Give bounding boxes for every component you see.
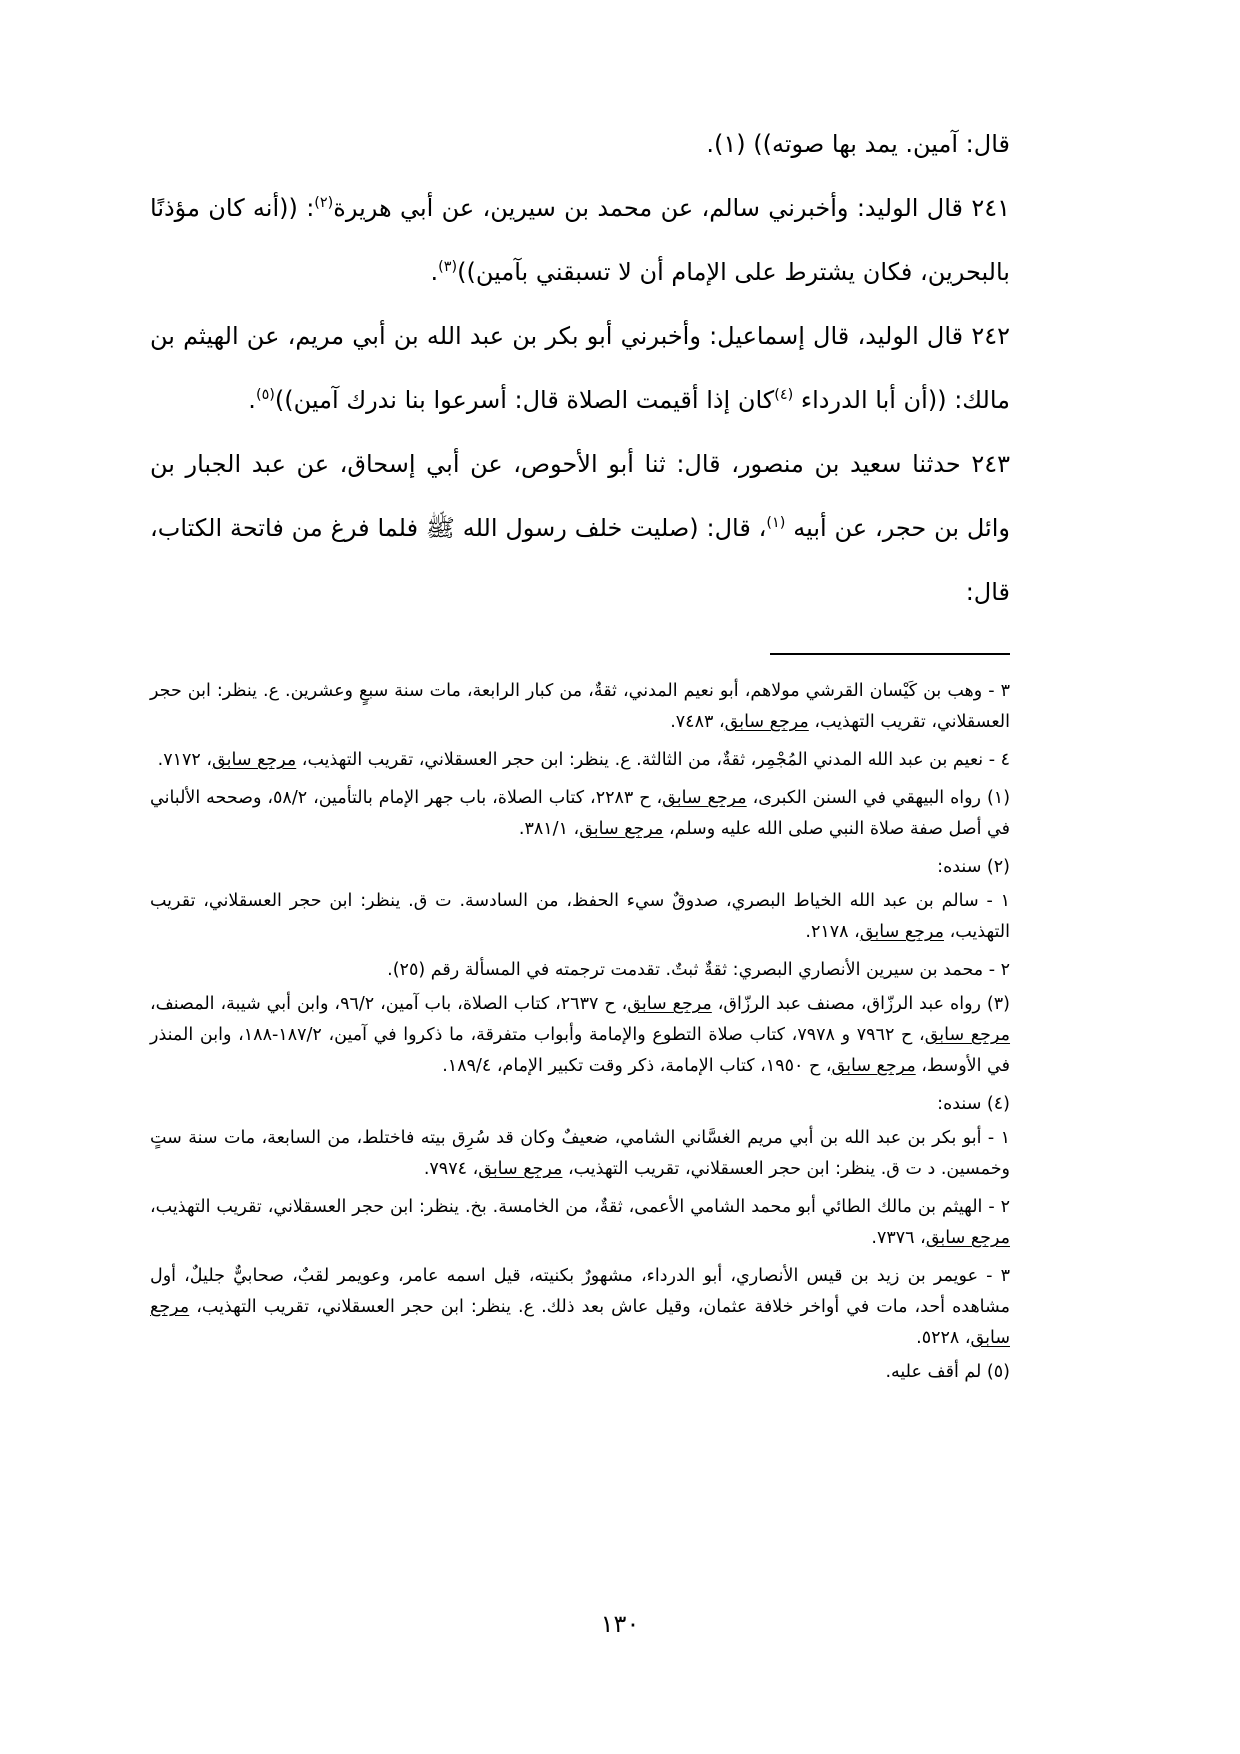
- reference-link: مرجع سابق: [627, 994, 712, 1014]
- reference-link: مرجع سابق: [478, 1159, 563, 1179]
- footnote-1: (١) رواه البيهقي في السنن الكبرى، مرجع سابق، ح ٢٢٨٣، كتاب الصلاة، باب جهر الإمام بالتأمين، ٥٨/٢، وصححه الألباني في أصل صفة صلاة النبي صلى الله عليه وسلم، مرجع سابق، ٣٨١/١.: [150, 788, 1011, 839]
- reference-link: مرجع سابق: [924, 1025, 1011, 1045]
- reference-link: مرجع سابق: [662, 788, 747, 808]
- footnote-marker: (٥): [255, 387, 275, 403]
- footnote-2-heading: (٢) سنده:: [937, 857, 1010, 877]
- footnote-4-item-3: ٣ - عويمر بن زيد بن قيس الأنصاري، أبو الدرداء، مشهورٌ بكنيته، قيل اسمه عامر، وعويمر لقبٌ، صحابيٌّ جليلٌ، أول مشاهده أحد، مات في أواخر خلافة عثمان، وقيل عاش بعد ذلك. ع. ينظر: ابن حجر العسقلاني، تقريب التهذيب، مرجع سابق، ٥٢٢٨.: [150, 1266, 1010, 1348]
- reference-link: مرجع سابق: [724, 712, 809, 732]
- footnote-2-item-1: ١ - سالم بن عبد الله الخياط البصري، صدوقٌ سيء الحفظ، من السادسة. ت ق. ينظر: ابن حجر العسقلاني، تقريب التهذيب، مرجع سابق، ٢١٧٨.: [150, 891, 1010, 942]
- hadith-242: ٢٤٢ قال الوليد، قال إسماعيل: وأخبرني أبو بكر بن عبد الله بن أبي مريم، عن الهيثم بن مالك: ((أن أبا الدرداء $^{(٤)}$كان إذا أقيمت الصلاة قال: أسرعوا بنا ندرك آمين))$^{(٥)}$.: [150, 322, 1010, 414]
- footnote-5: (٥) لم أقف عليه.: [885, 1362, 1010, 1382]
- footnote-marker: (١): [766, 515, 786, 531]
- reference-link: مرجع سابق: [859, 922, 944, 942]
- footnote-4-item-1: ١ - أبو بكر بن عبد الله بن أبي مريم الغسَّاني الشامي، ضعيفٌ وكان قد سُرِق بيته فاختلط، من السابعة، مات سنة ستٍ وخمسين. د ت ق. ينظر: ابن حجر العسقلاني، تقريب التهذيب، مرجع سابق، ٧٩٧٤.: [150, 1128, 1010, 1179]
- footnote-4-item-2: ٢ - الهيثم بن مالك الطائي أبو محمد الشامي الأعمى، ثقةٌ، من الخامسة. بخ. ينظر: ابن حجر العسقلاني، تقريب التهذيب، مرجع سابق، ٧٣٧٦.: [150, 1197, 1010, 1248]
- footnote-2-item-2: ٢ - محمد بن سيرين الأنصاري البصري: ثقةٌ ثبتٌ. تقدمت ترجمته في المسألة رقم (٢٥).: [387, 960, 1010, 980]
- footnote-nuaym: ٤ - نعيم بن عبد الله المدني المُجْمِر، ثقةٌ، من الثالثة. ع. ينظر: ابن حجر العسقلاني، تقريب التهذيب، مرجع سابق، ٧١٧٢.: [157, 750, 1010, 770]
- reference-link: مرجع سابق: [831, 1056, 916, 1076]
- footnote-marker: (٢): [314, 195, 334, 211]
- main-text: [150, 112, 1010, 624]
- page-number: ١٣٠: [600, 1610, 640, 1638]
- reference-link: مرجع سابق: [150, 1297, 1010, 1348]
- reference-link: مرجع سابق: [579, 819, 664, 839]
- main-line-1: قال: آمين. يمد بها صوته)) (١).: [706, 130, 1010, 158]
- footnote-wahb: ٣ - وهب بن كَيْسان القرشي مولاهم، أبو نعيم المدني، ثقةٌ، من كبار الرابعة، مات سنة سبعٍ وعشرين. ع. ينظر: ابن حجر العسقلاني، تقريب التهذيب، مرجع سابق، ٧٤٨٣.: [150, 681, 1010, 732]
- reference-link: مرجع سابق: [212, 750, 297, 770]
- footnotes-section: [150, 676, 1010, 1391]
- reference-link: مرجع سابق: [925, 1228, 1010, 1248]
- footnote-marker: (٣): [438, 259, 458, 275]
- footnote-marker: (٤): [774, 387, 794, 403]
- hadith-243: ٢٤٣ حدثنا سعيد بن منصور، قال: ثنا أبو الأحوص، عن أبي إسحاق، عن عبد الجبار بن وائل بن حجر، عن أبيه $^{(١)}$، قال: (صليت خلف رسول الله ﷺ فلما فرغ من فاتحة الكتاب، قال:: [150, 450, 1010, 606]
- footnote-3: (٣) رواه عبد الرزّاق، مصنف عبد الرزّاق، مرجع سابق، ح ٢٦٣٧، كتاب الصلاة، باب آمين، ٩٦/٢، وابن أبي شيبة، المصنف، مرجع سابق، ح ٧٩٦٢ و ٧٩٧٨، كتاب صلاة التطوع والإمامة وأبواب متفرقة، ما ذكروا في آمين، ١٨٧/٢-١٨٨، وابن المنذر في الأوسط، مرجع سابق، ح ١٩٥٠، كتاب الإمامة، ذكر وقت تكبير الإمام، ١٨٩/٤.: [150, 994, 1011, 1076]
- footnote-separator: [770, 653, 1010, 655]
- footnote-4-heading: (٤) سنده:: [937, 1094, 1010, 1114]
- hadith-241: ٢٤١ قال الوليد: وأخبرني سالم، عن محمد بن سيرين، عن أبي هريرة$^{(٢)}$: ((أنه كان مؤذنًا بالبحرين، فكان يشترط على الإمام أن لا تسبقني بآمين))$^{(٣)}$.: [150, 194, 1010, 286]
